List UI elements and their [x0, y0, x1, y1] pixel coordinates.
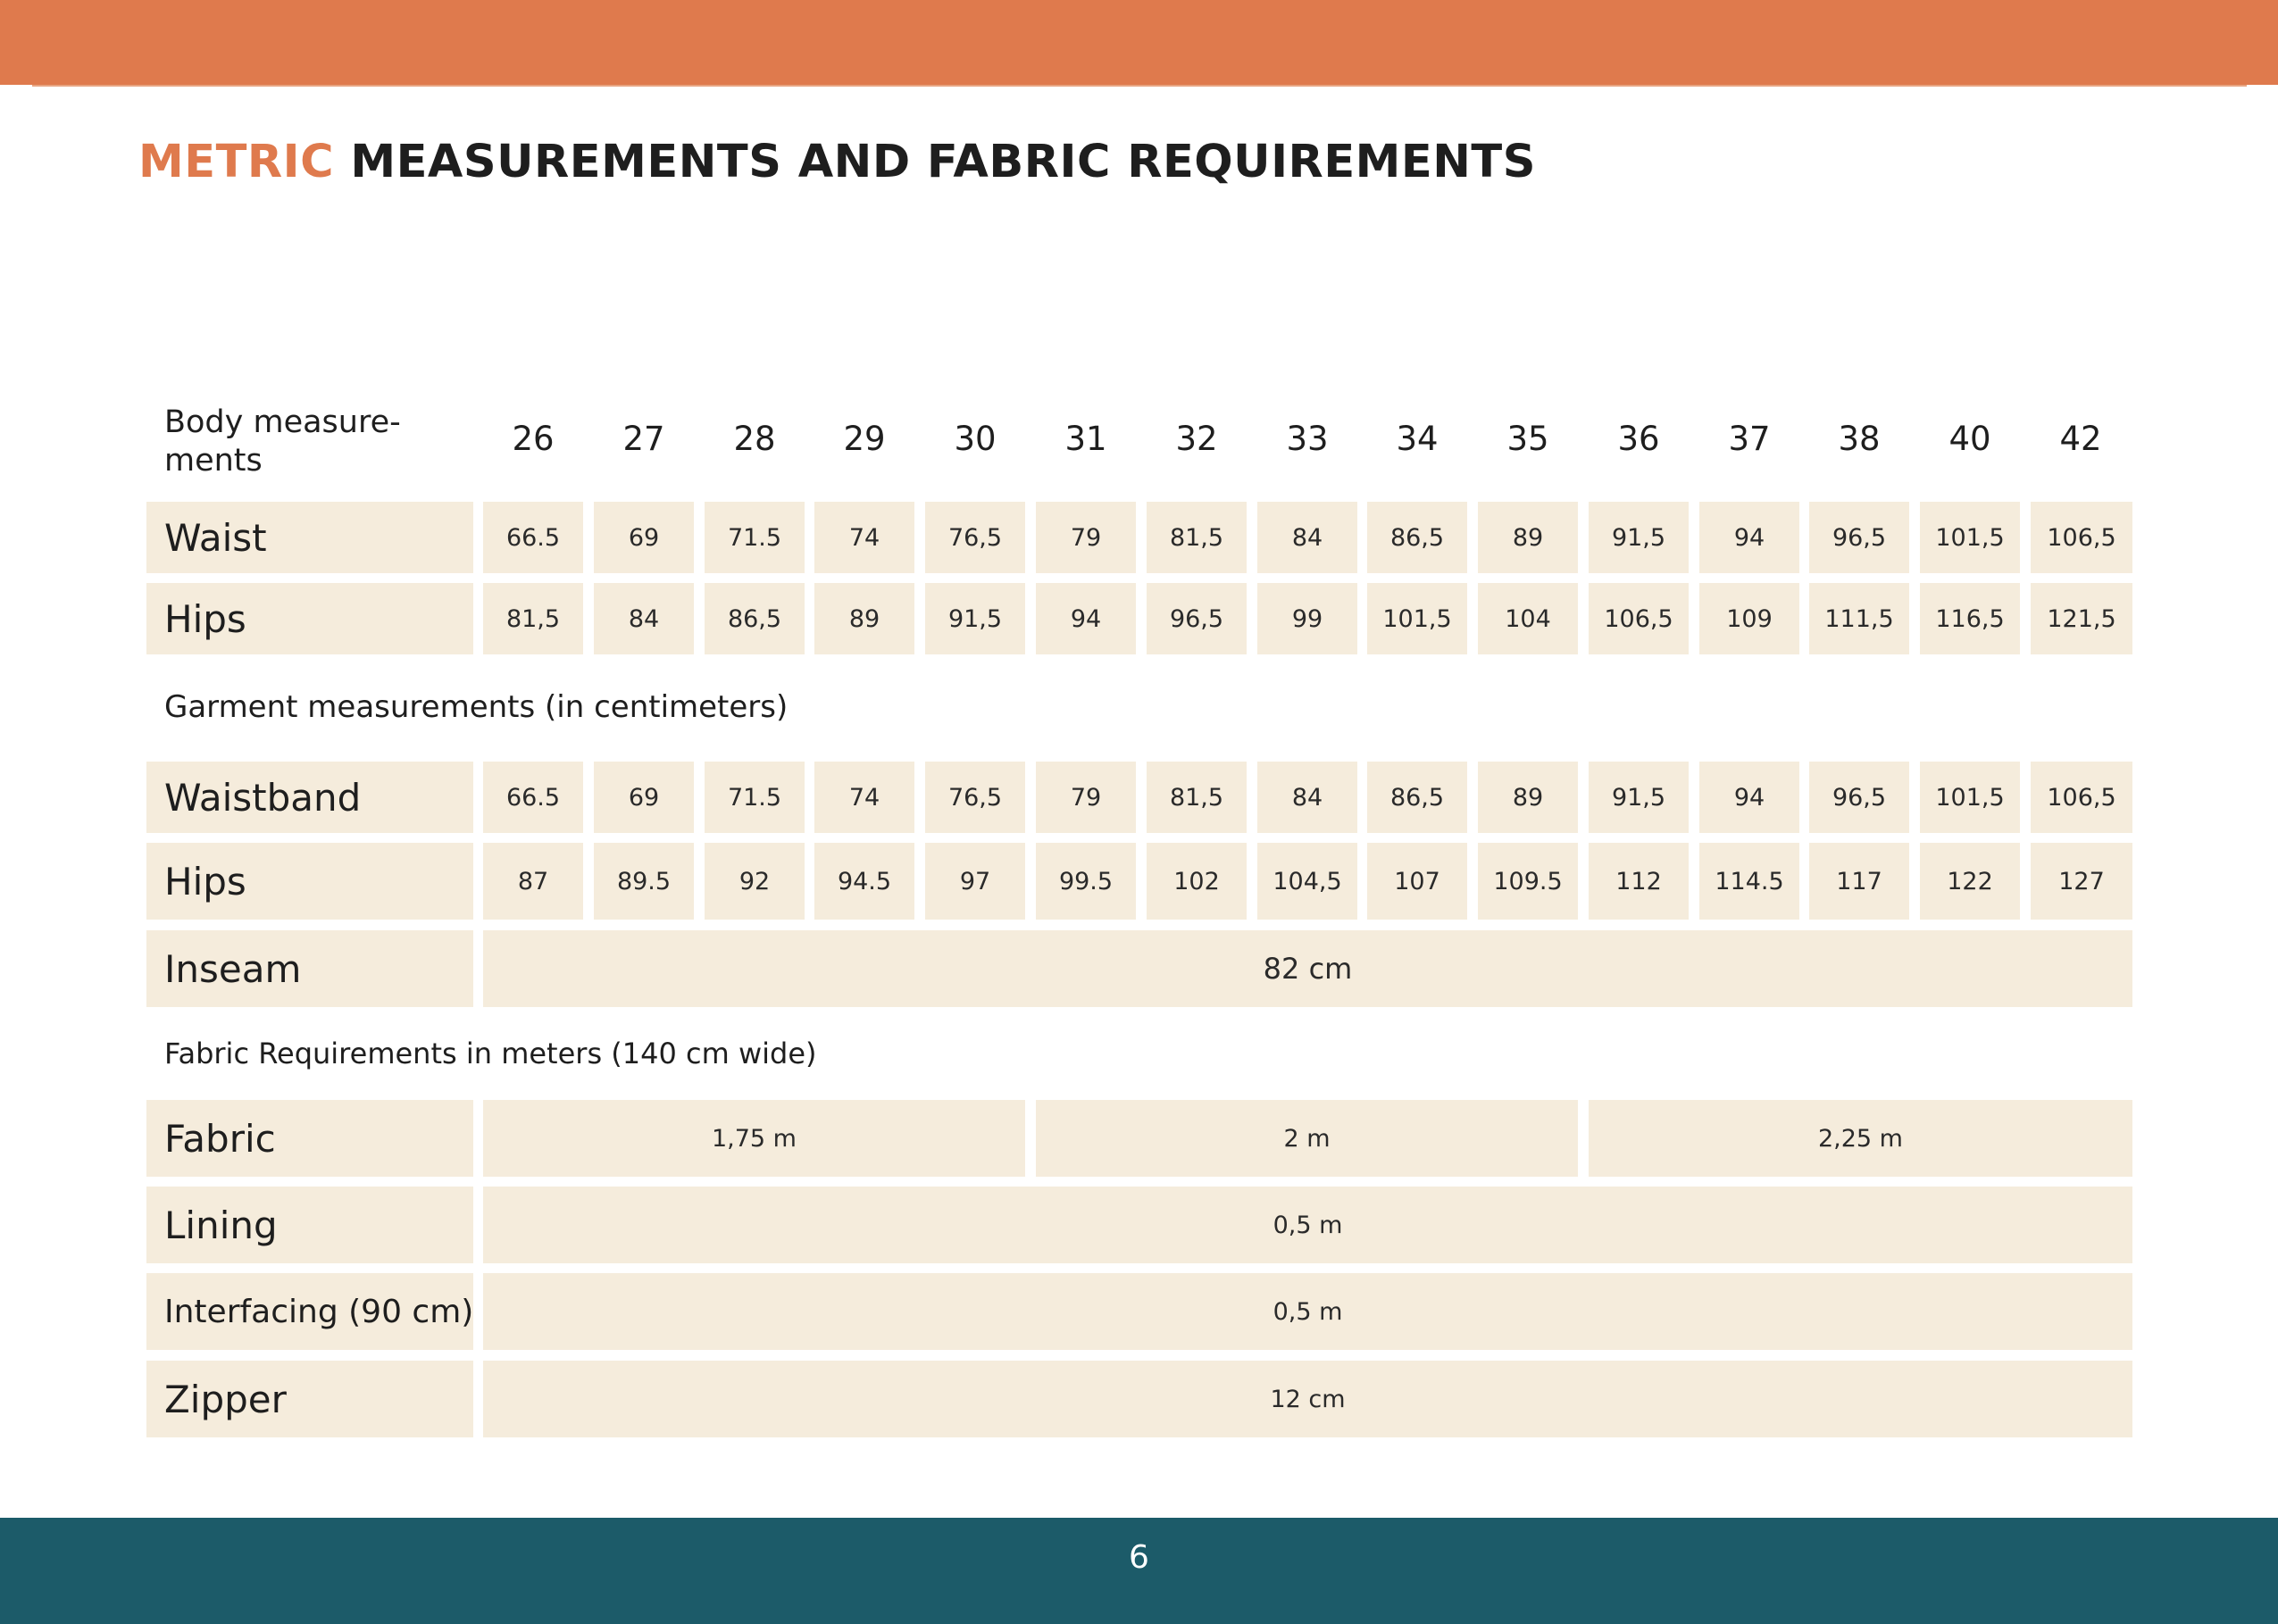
table-cell: 81,5	[1147, 502, 1247, 573]
footer-band	[0, 1518, 2278, 1624]
table-cell: 81,5	[1147, 762, 1247, 833]
table-cell: 104	[1478, 583, 1578, 654]
table-cell: 74	[814, 502, 914, 573]
table-row-waist	[146, 502, 2132, 573]
table-cell: 106,5	[2031, 762, 2132, 833]
table-cell: 76,5	[925, 502, 1025, 573]
table-cell: 111,5	[1809, 583, 1909, 654]
table-row-lining	[146, 1187, 2132, 1263]
table-cell-span: 0,5 m	[483, 1187, 2132, 1263]
table-cell-span: 1,75 m	[483, 1100, 1025, 1177]
table-cell: 92	[705, 843, 805, 920]
size-header: 31	[1064, 420, 1107, 458]
table-cell: 121,5	[2031, 583, 2132, 654]
garment-section-title: Garment measurements (in centimeters)	[164, 689, 789, 725]
table-cell: 101,5	[1920, 762, 2020, 833]
table-cell: 86,5	[1367, 762, 1467, 833]
table-cell-span: 0,5 m	[483, 1273, 2132, 1350]
header-rule	[32, 85, 2247, 87]
table-cell-span: 12 cm	[483, 1361, 2132, 1437]
size-header: 33	[1286, 420, 1329, 458]
table-cell: 79	[1036, 502, 1136, 573]
title-accent: METRIC	[138, 136, 335, 188]
table-cell: 89.5	[594, 843, 694, 920]
table-cell-span: 2,25 m	[1589, 1100, 2132, 1177]
size-header: 30	[954, 420, 997, 458]
table-cell: 87	[483, 843, 583, 920]
table-cell: 127	[2031, 843, 2132, 920]
table-cell: 96,5	[1147, 583, 1247, 654]
row-label: Lining	[146, 1187, 473, 1263]
table-cell: 84	[1257, 762, 1357, 833]
table-cell: 89	[1478, 762, 1578, 833]
table-cell: 86,5	[1367, 502, 1467, 573]
size-header: 35	[1506, 420, 1549, 458]
table-cell: 106,5	[1589, 583, 1689, 654]
table-row-hips-body	[146, 583, 2132, 654]
table-cell: 97	[925, 843, 1025, 920]
size-header: 34	[1396, 420, 1439, 458]
row-label: Waistband	[146, 762, 473, 833]
size-header: 38	[1838, 420, 1881, 458]
size-header: 40	[1948, 420, 1991, 458]
page-title	[138, 136, 1536, 188]
row-label: Hips	[146, 843, 473, 920]
table-cell: 102	[1147, 843, 1247, 920]
table-cell: 91,5	[925, 583, 1025, 654]
table-cell: 99	[1257, 583, 1357, 654]
table-cell: 116,5	[1920, 583, 2020, 654]
table-cell: 109.5	[1478, 843, 1578, 920]
table-cell: 101,5	[1920, 502, 2020, 573]
size-header: 28	[733, 420, 776, 458]
table-cell: 79	[1036, 762, 1136, 833]
table-cell: 76,5	[925, 762, 1025, 833]
table-cell: 84	[594, 583, 694, 654]
table-cell: 99.5	[1036, 843, 1136, 920]
body-measurements-label-line2: ments	[164, 443, 263, 479]
table-cell: 66.5	[483, 502, 583, 573]
table-cell: 71.5	[705, 762, 805, 833]
table-cell: 112	[1589, 843, 1689, 920]
body-measurements-label-line1: Body measure-	[164, 404, 401, 440]
table-row-interfacing	[146, 1273, 2132, 1350]
table-row-inseam	[146, 930, 2132, 1007]
table-cell: 91,5	[1589, 762, 1689, 833]
table-cell: 106,5	[2031, 502, 2132, 573]
table-row-hips-garment	[146, 843, 2132, 920]
table-cell-span: 2 m	[1036, 1100, 1578, 1177]
row-label: Inseam	[146, 930, 473, 1007]
size-header: 26	[512, 420, 555, 458]
fabric-section-title: Fabric Requirements in meters (140 cm wide)	[164, 1037, 817, 1070]
table-row-fabric	[146, 1100, 2132, 1177]
size-header: 37	[1728, 420, 1771, 458]
table-cell: 91,5	[1589, 502, 1689, 573]
table-cell: 94	[1699, 502, 1799, 573]
table-cell: 96,5	[1809, 502, 1909, 573]
table-cell: 104,5	[1257, 843, 1357, 920]
title-rest: MEASUREMENTS AND FABRIC REQUIREMENTS	[350, 136, 1536, 188]
row-label: Interfacing (90 cm)	[146, 1273, 473, 1350]
table-cell: 94	[1036, 583, 1136, 654]
table-cell: 71.5	[705, 502, 805, 573]
row-label: Hips	[146, 583, 473, 654]
table-cell: 69	[594, 762, 694, 833]
table-cell: 86,5	[705, 583, 805, 654]
header-band	[0, 0, 2278, 85]
table-cell: 69	[594, 502, 694, 573]
table-cell: 94	[1699, 762, 1799, 833]
table-cell: 94.5	[814, 843, 914, 920]
table-cell: 117	[1809, 843, 1909, 920]
table-cell: 89	[1478, 502, 1578, 573]
size-header: 32	[1175, 420, 1218, 458]
table-cell: 107	[1367, 843, 1467, 920]
size-header: 36	[1617, 420, 1660, 458]
row-label: Zipper	[146, 1361, 473, 1437]
page-number: 6	[1129, 1538, 1149, 1576]
body-measurements-label	[164, 404, 401, 480]
table-cell: 101,5	[1367, 583, 1467, 654]
table-cell-span: 82 cm	[483, 930, 2132, 1007]
table-cell: 84	[1257, 502, 1357, 573]
table-cell: 89	[814, 583, 914, 654]
table-cell: 96,5	[1809, 762, 1909, 833]
table-cell: 114.5	[1699, 843, 1799, 920]
table-cell: 109	[1699, 583, 1799, 654]
table-row-waistband	[146, 762, 2132, 833]
table-cell: 122	[1920, 843, 2020, 920]
row-label: Waist	[146, 502, 473, 573]
table-row-zipper	[146, 1361, 2132, 1437]
table-cell: 81,5	[483, 583, 583, 654]
size-header: 29	[843, 420, 886, 458]
table-cell: 74	[814, 762, 914, 833]
row-label: Fabric	[146, 1100, 473, 1177]
table-cell: 66.5	[483, 762, 583, 833]
size-header: 27	[622, 420, 665, 458]
size-header: 42	[2059, 420, 2102, 458]
